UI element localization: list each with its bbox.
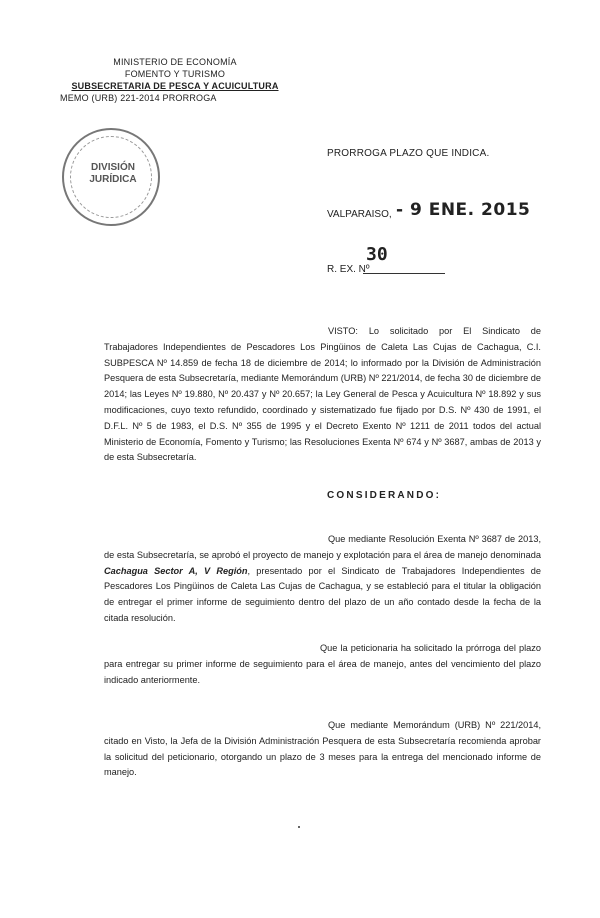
ministry-subtitle: FOMENTO Y TURISMO bbox=[124, 69, 226, 79]
division-juridica-stamp bbox=[62, 128, 160, 226]
considerando-paragraph-2 bbox=[104, 641, 541, 688]
p2-after: , presentado por el Sindicato de Trabajadores Independientes de Pescadores Los Pingüinos de Caleta Las Cujas de Cachagua, y se estableció para el titular la obligación de entregar el primer informe de seguimiento dentro del plazo de un año contado desde la fecha de la citada resolución. bbox=[104, 565, 541, 623]
letterhead bbox=[60, 56, 290, 104]
resolution-underline bbox=[363, 273, 445, 274]
resolution-label: R. EX. Nº bbox=[327, 264, 370, 275]
visto-lead: VISTO: bbox=[328, 326, 358, 336]
considerando-heading: CONSIDERANDO: bbox=[327, 490, 442, 501]
ministry-name: MINISTERIO DE ECONOMÍA bbox=[113, 57, 237, 67]
stamp-line-1: DIVISIÓN bbox=[91, 162, 135, 173]
memo-reference: MEMO (URB) 221-2014 PRORROGA bbox=[60, 93, 217, 103]
document-subject: PRORROGA PLAZO QUE INDICA. bbox=[327, 148, 490, 159]
p2-area-name: Cachagua Sector A, V Región bbox=[104, 565, 248, 576]
resolution-number: 30 bbox=[366, 244, 388, 265]
stamp-line-2: JURÍDICA bbox=[89, 174, 137, 185]
document-date: - 9 ENE. 2015 bbox=[396, 200, 531, 220]
considerando-paragraph-1 bbox=[104, 532, 541, 627]
p2-before: Que mediante Resolución Exenta Nº 3687 de 2013, de esta Subsecretaría, se aprobó el proyecto de manejo y explotación para el área de manejo denominada bbox=[104, 534, 541, 560]
subsecretaria-name: SUBSECRETARIA DE PESCA Y ACUICULTURA bbox=[71, 81, 279, 91]
page-mark bbox=[298, 826, 300, 828]
visto-paragraph bbox=[104, 324, 541, 466]
stamp-text bbox=[64, 162, 162, 186]
considerando-paragraph-3 bbox=[104, 718, 541, 781]
visto-text: Lo solicitado por El Sindicato de Trabajadores Independientes de Pescadores Los Pingüinos de Caleta Las Cujas de Cachagua, C.I. SUBPESCA Nº 14.859 de fecha 18 de diciembre de 2014; lo informado por la División de Administración Pesquera de esta Subsecretaría, mediante Memorándum (URB) Nº 221/2014, de fecha 30 de diciembre de 2014; las Leyes Nº 19.880, Nº 20.437 y Nº 20.657; la Ley General de Pesca y Acuicultura Nº 18.892 y sus modificaciones, cuyo texto refundido, coordinado y sistematizado fue fijado por D.S. Nº 430 de 1991, el D.F.L. Nº 5 de 1983, el D.S. Nº 355 de 1995 y el Decreto Exento Nº 1211 de 2011 todos del actual Ministerio de Economía, Fomento y Turismo; las Resoluciones Exenta Nº 674 y Nº 3687, ambas de 2013 y de esta Subsecretaría. bbox=[104, 326, 541, 463]
p4-text: Que mediante Memorándum (URB) Nº 221/2014, citado en Visto, la Jefa de la División Administración Pesquera de esta Subsecretaría recomienda aprobar la solicitud del peticionario, otorgando un plazo de 3 meses para la entrega del mencionado informe de manejo. bbox=[104, 720, 541, 778]
place-label: VALPARAISO, bbox=[327, 209, 392, 220]
p3-text: Que la peticionaria ha solicitado la prórroga del plazo para entregar su primer informe de seguimiento para el área de manejo, antes del vencimiento del plazo indicado anteriormente. bbox=[104, 643, 541, 685]
